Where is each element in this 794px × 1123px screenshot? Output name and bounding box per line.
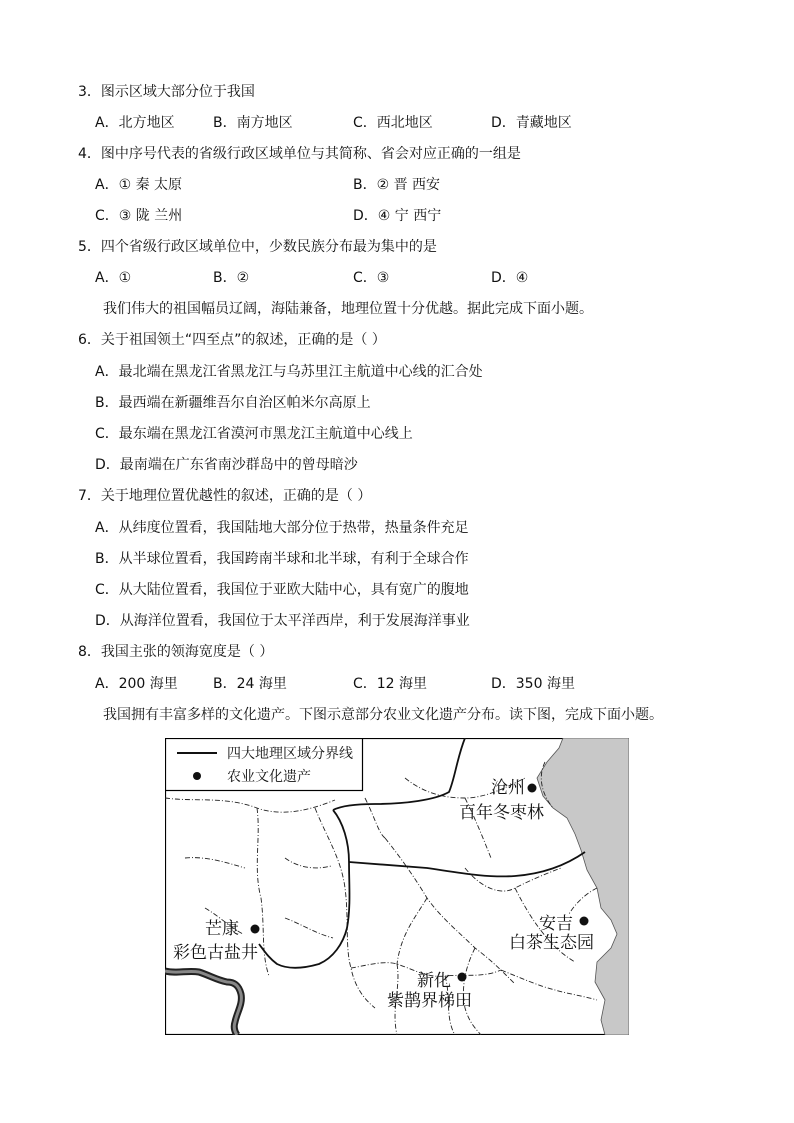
q6-option-c: C．最东端在黑龙江省漠河市黑龙江主航道中心线上 — [95, 426, 413, 442]
q4-option-a: A．① 秦 太原 — [95, 177, 183, 193]
q3-option-b: B．南方地区 — [213, 115, 293, 131]
q3-stem: 3．图示区域大部分位于我国 — [78, 84, 255, 100]
q8-option-b: B．24 海里 — [213, 676, 287, 692]
q4-option-b: B．② 晋 西安 — [353, 177, 441, 193]
q4-stem: 4．图中序号代表的省级行政区域单位与其简称、省会对应正确的一组是 — [78, 146, 521, 162]
legend-heritage-label: 农业文化遗产 — [227, 769, 311, 785]
q6-option-a: A．最北端在黑龙江省黑龙江与乌苏里江主航道中心线的汇合处 — [95, 364, 483, 380]
q8-option-c: C．12 海里 — [353, 676, 428, 692]
site-anji-name: 白茶生态园 — [509, 933, 594, 953]
q5-option-b: B．② — [213, 270, 250, 286]
intro-paragraph-2: 我国拥有丰富多样的文化遗产。下图示意部分农业文化遗产分布。读下图，完成下面小题。 — [103, 707, 663, 723]
q5-option-a: A．① — [95, 270, 132, 286]
q4-option-d: D．④ 宁 西宁 — [353, 208, 442, 224]
q4-option-c: C．③ 陇 兰州 — [95, 208, 183, 224]
legend-boundary-label: 四大地理区域分界线 — [227, 746, 353, 762]
q6-stem: 6．关于祖国领土“四至点”的叙述，正确的是（ ） — [78, 332, 386, 348]
q7-option-c: C．从大陆位置看，我国位于亚欧大陆中心，具有宽广的腹地 — [95, 582, 469, 598]
site-xinhua-city: 新化 — [417, 971, 451, 991]
q7-option-b: B．从半球位置看，我国跨南半球和北半球，有利于全球合作 — [95, 551, 469, 567]
site-cangzhou-dot — [528, 784, 537, 793]
site-anji-city: 安吉 — [539, 914, 573, 934]
q8-option-a: A．200 海里 — [95, 676, 178, 692]
q5-option-d: D．④ — [491, 270, 529, 286]
q8-option-d: D．350 海里 — [491, 676, 575, 692]
q7-option-d: D．从海洋位置看，我国位于太平洋西岸，利于发展海洋事业 — [95, 613, 470, 629]
site-xinhua-dot — [458, 973, 467, 982]
q8-stem: 8．我国主张的领海宽度是（ ） — [78, 644, 274, 660]
q3-option-a: A．北方地区 — [95, 115, 175, 131]
q7-option-a: A．从纬度位置看，我国陆地大部分位于热带，热量条件充足 — [95, 520, 469, 536]
q5-option-c: C．③ — [353, 270, 390, 286]
q3-option-c: C．西北地区 — [353, 115, 433, 131]
site-anji-dot — [580, 917, 589, 926]
site-mangkang-city: 芒康 — [205, 919, 239, 939]
q7-stem: 7．关于地理位置优越性的叙述，正确的是（ ） — [78, 488, 372, 504]
q6-option-d: D．最南端在广东省南沙群岛中的曾母暗沙 — [95, 457, 358, 473]
q3-option-d: D．青藏地区 — [491, 115, 572, 131]
q6-option-b: B．最西端在新疆维吾尔自治区帕米尔高原上 — [95, 395, 371, 411]
site-mangkang-name: 彩色古盐井 — [173, 943, 258, 963]
intro-paragraph-1: 我们伟大的祖国幅员辽阔，海陆兼备，地理位置十分优越。据此完成下面小题。 — [103, 301, 593, 317]
agricultural-heritage-map — [165, 738, 629, 1035]
site-cangzhou-city: 沧州 — [491, 778, 525, 798]
q5-stem: 5．四个省级行政区域单位中，少数民族分布最为集中的是 — [78, 239, 437, 255]
site-cangzhou-name: 百年冬枣林 — [459, 803, 544, 823]
legend-heritage-dot — [193, 772, 201, 780]
site-xinhua-name: 紫鹊界梯田 — [387, 991, 472, 1011]
site-mangkang-dot — [251, 925, 260, 934]
